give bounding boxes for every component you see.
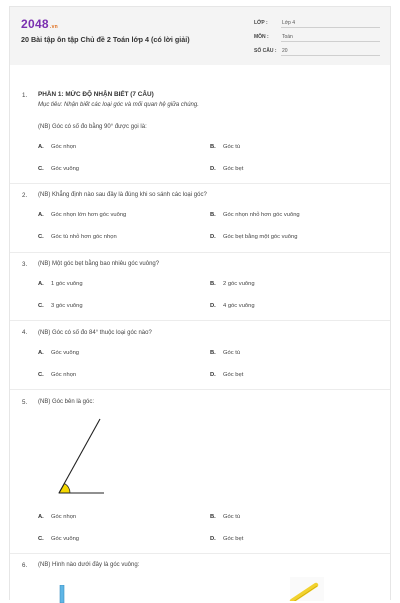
option-key: A. <box>38 350 44 356</box>
option-key: C. <box>38 234 44 240</box>
option-key: D. <box>210 536 216 542</box>
question-4-option-a[interactable] <box>38 350 79 356</box>
option-text: 2 góc vuông <box>223 281 255 287</box>
logo-suffix: .vn <box>49 24 59 30</box>
blue-pencil-figure <box>58 585 68 603</box>
question-4-option-d[interactable] <box>210 372 243 378</box>
option-key: A. <box>38 212 44 218</box>
question-5-option-c[interactable] <box>38 536 79 542</box>
option-text: Góc tù <box>223 514 241 520</box>
question-6-text: (NB) Hình nào dưới đây là góc vuông: <box>38 562 140 568</box>
option-text: Góc nhọn lớn hơn góc vuông <box>51 212 127 218</box>
option-key: D. <box>210 303 216 309</box>
question-5-option-a[interactable] <box>38 514 76 520</box>
option-key: C. <box>38 303 44 309</box>
question-5-option-d[interactable] <box>210 536 243 542</box>
divider <box>10 320 390 321</box>
option-text: Góc tù <box>223 144 241 150</box>
option-text: Góc vuông <box>51 536 80 542</box>
meta-subject-value: Toán <box>282 34 293 40</box>
divider <box>10 553 390 554</box>
question-4-option-c[interactable] <box>38 372 76 378</box>
option-key: A. <box>38 281 44 287</box>
option-text: Góc vuông <box>51 350 80 356</box>
option-key: A. <box>38 514 44 520</box>
document-header <box>10 7 390 65</box>
option-text: Góc nhọn <box>51 372 77 378</box>
option-text: Góc bẹt <box>223 372 244 378</box>
question-5-text: (NB) Góc bên là góc: <box>38 399 95 405</box>
option-text: Góc nhọn <box>51 514 77 520</box>
option-text: Góc bẹt bằng một góc vuông <box>223 234 298 240</box>
question-2-number: 2. <box>22 192 28 199</box>
question-4-text: (NB) Góc có số đo 84° thuộc loại góc nào? <box>38 330 152 336</box>
option-text: Góc tù <box>223 350 241 356</box>
logo-text: 2048 <box>21 17 49 31</box>
question-1-text: (NB) Góc có số đo bằng 90° được gọi là: <box>38 124 147 130</box>
question-1-option-d[interactable] <box>210 166 243 172</box>
meta-count-value: 20 <box>282 48 288 54</box>
divider <box>10 183 390 184</box>
option-key: D. <box>210 166 216 172</box>
question-2-option-a[interactable] <box>38 212 126 218</box>
option-key: B. <box>210 212 216 218</box>
option-key: C. <box>38 166 44 172</box>
option-key: B. <box>210 350 216 356</box>
section-title: PHẦN 1: MỨC ĐỘ NHẬN BIẾT (7 CÂU) <box>38 91 154 98</box>
meta-count <box>254 46 380 56</box>
site-logo[interactable] <box>21 17 58 31</box>
question-3-option-a[interactable] <box>38 281 83 287</box>
question-3-option-b[interactable] <box>210 281 255 287</box>
divider <box>10 389 390 390</box>
option-key: D. <box>210 234 216 240</box>
question-6-number: 6. <box>22 562 28 569</box>
question-1-option-a[interactable] <box>38 144 76 150</box>
question-5-option-b[interactable] <box>210 514 240 520</box>
question-3-option-c[interactable] <box>38 303 83 309</box>
option-text: 4 góc vuông <box>223 303 255 309</box>
option-key: D. <box>210 372 216 378</box>
question-5-number: 5. <box>22 399 28 406</box>
question-2-option-b[interactable] <box>210 212 300 218</box>
option-text: 1 góc vuông <box>51 281 83 287</box>
option-text: Góc nhọn <box>51 144 77 150</box>
divider <box>10 252 390 253</box>
option-text: Góc tù nhỏ hơn góc nhọn <box>51 234 117 240</box>
meta-class-label: LỚP : <box>254 20 268 26</box>
option-text: Góc vuông <box>51 166 80 172</box>
meta-subject-line <box>281 41 380 42</box>
option-text: Góc bẹt <box>223 536 244 542</box>
option-key: C. <box>38 536 44 542</box>
option-key: C. <box>38 372 44 378</box>
option-key: B. <box>210 281 216 287</box>
question-1-option-b[interactable] <box>210 144 240 150</box>
option-key: B. <box>210 514 216 520</box>
meta-count-line <box>281 55 380 56</box>
acute-angle-figure <box>46 415 110 495</box>
question-2-option-d[interactable] <box>210 234 297 240</box>
document-title: 20 Bài tập ôn tập Chủ đề 2 Toán lớp 4 (có lời giải) <box>21 35 190 44</box>
option-key: A. <box>38 144 44 150</box>
angle-arc-fill <box>59 484 70 494</box>
option-key: B. <box>210 144 216 150</box>
question-4-number: 4. <box>22 329 28 336</box>
question-1-option-c[interactable] <box>38 166 79 172</box>
document-page <box>9 6 391 600</box>
meta-class-value: Lớp 4 <box>282 20 296 26</box>
question-3-option-d[interactable] <box>210 303 255 309</box>
question-2-option-c[interactable] <box>38 234 117 240</box>
question-3-number: 3. <box>22 261 28 268</box>
meta-class <box>254 18 380 28</box>
option-text: Góc nhọn nhỏ hơn góc vuông <box>223 212 300 218</box>
section-number: 1. <box>22 92 28 99</box>
question-3-text: (NB) Một góc bẹt bằng bao nhiêu góc vuông? <box>38 261 160 267</box>
meta-subject-label: MÔN : <box>254 34 269 40</box>
meta-count-label: SỐ CÂU : <box>254 48 277 54</box>
option-text: 3 góc vuông <box>51 303 83 309</box>
section-objective: Mục tiêu: Nhận biết các loại góc và mối quan hệ giữa chúng. <box>38 102 199 108</box>
question-2-text: (NB) Khẳng định nào sau đây là đúng khi so sánh các loại góc? <box>38 192 207 198</box>
meta-class-line <box>281 27 380 28</box>
meta-subject <box>254 32 380 42</box>
question-4-option-b[interactable] <box>210 350 240 356</box>
blue-pencil-body <box>60 585 64 603</box>
yellow-pencil-figure <box>286 577 326 601</box>
angle-ray-slanted <box>59 419 100 493</box>
option-text: Góc bẹt <box>223 166 244 172</box>
